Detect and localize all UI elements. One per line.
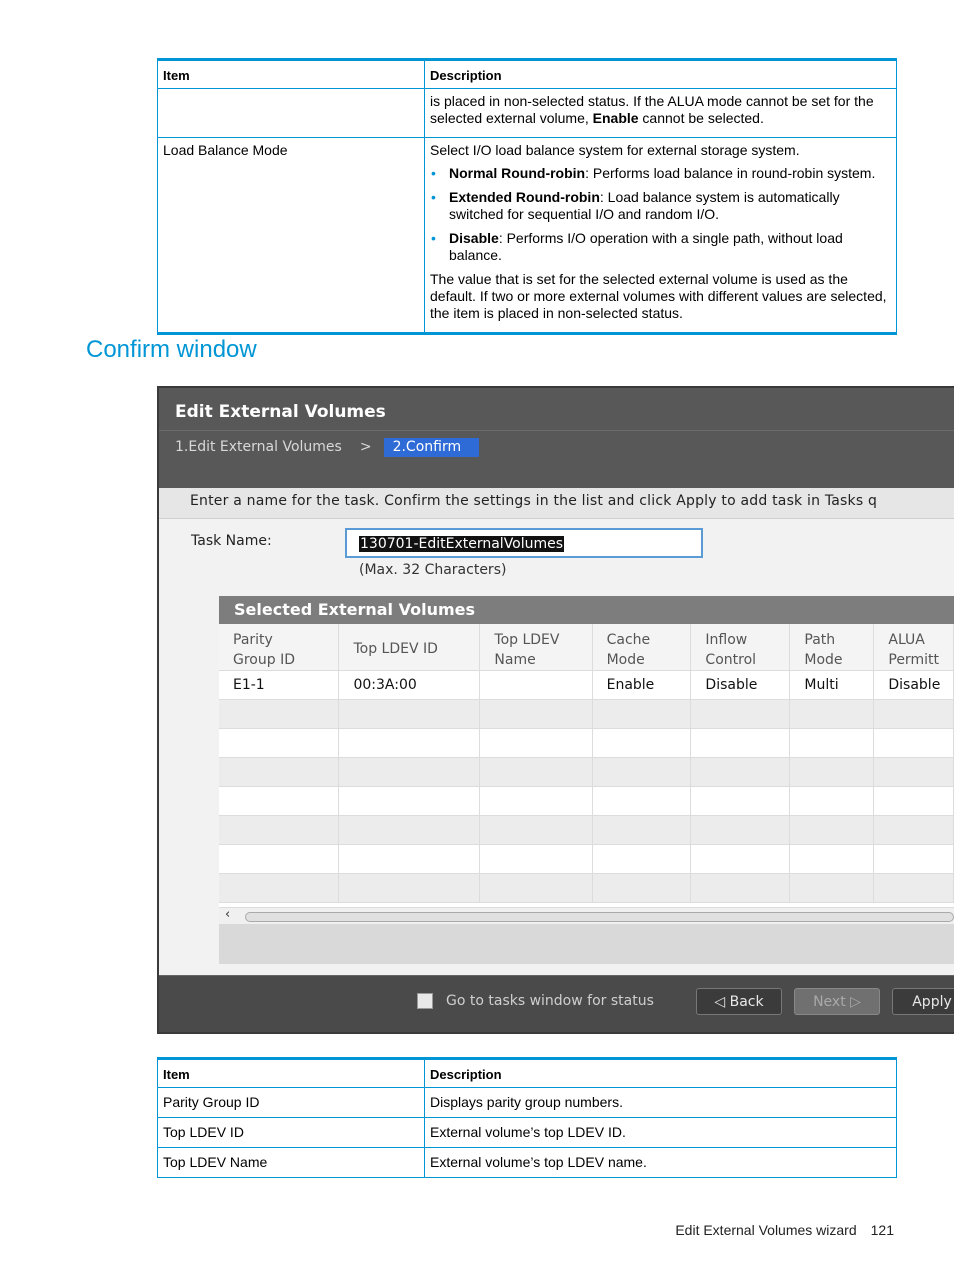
empty-cell <box>480 845 592 874</box>
empty-cell <box>874 700 954 729</box>
window-title: Edit External Volumes <box>175 402 386 422</box>
empty-cell <box>339 874 480 903</box>
empty-cell <box>592 700 691 729</box>
divider <box>159 430 954 431</box>
empty-cell <box>480 816 592 845</box>
empty-cell <box>592 874 691 903</box>
text-span: : Performs load balance in round-robin system. <box>585 165 876 181</box>
empty-cell <box>339 845 480 874</box>
empty-row <box>219 845 954 874</box>
description-cell <box>425 89 897 138</box>
list-item <box>449 230 891 264</box>
empty-row <box>219 787 954 816</box>
grid-title: Selected External Volumes <box>234 600 476 619</box>
empty-cell <box>691 816 790 845</box>
text-span: : Performs I/O operation with a single path, without load balance. <box>449 230 843 263</box>
selected-volumes-grid <box>219 596 954 964</box>
list-item <box>449 189 891 223</box>
table-row <box>158 1088 897 1118</box>
item-cell: Parity Group ID <box>158 1088 425 1118</box>
item-description-table-2 <box>157 1057 897 1178</box>
empty-cell <box>480 700 592 729</box>
column-header-description: Description <box>425 1059 897 1088</box>
cell-parity-group-id: E1-1 <box>219 671 339 700</box>
empty-cell <box>219 729 339 758</box>
header-line: Inflow <box>705 632 748 648</box>
step-edit[interactable]: 1.Edit External Volumes <box>175 439 342 455</box>
empty-cell <box>790 874 874 903</box>
empty-cell <box>219 758 339 787</box>
header-line: Mode <box>606 652 645 668</box>
cell-cache-mode: Enable <box>592 671 691 700</box>
empty-cell <box>339 700 480 729</box>
empty-cell <box>790 787 874 816</box>
instruction-text: Enter a name for the task. Confirm the settings in the list and click Apply to add task in Tasks q <box>190 493 878 509</box>
empty-row <box>219 874 954 903</box>
header-line: Permitt <box>888 652 939 668</box>
empty-cell <box>480 729 592 758</box>
description-cell: External volume’s top LDEV name. <box>425 1148 897 1178</box>
item-cell <box>158 89 425 138</box>
text-span: cannot be selected. <box>638 110 764 126</box>
window-titlebar <box>159 388 954 488</box>
empty-cell <box>790 816 874 845</box>
column-header-top-ldev-id[interactable] <box>339 624 480 671</box>
description-cell <box>425 138 897 334</box>
empty-row <box>219 758 954 787</box>
empty-cell <box>339 758 480 787</box>
step-confirm[interactable]: 2.Confirm <box>384 438 480 457</box>
empty-cell <box>790 845 874 874</box>
bold-term: Enable <box>592 110 639 126</box>
empty-cell <box>592 758 691 787</box>
empty-cell <box>691 874 790 903</box>
empty-cell <box>790 700 874 729</box>
header-line: Control <box>705 652 757 668</box>
scroll-left-icon[interactable]: ‹ <box>225 907 231 922</box>
header-line: Path <box>804 632 836 648</box>
task-name-value[interactable]: 130701-EditExternalVolumes <box>360 536 564 552</box>
section-title: Confirm window <box>86 336 257 363</box>
column-header-cache-mode[interactable] <box>592 624 691 671</box>
empty-cell <box>790 729 874 758</box>
empty-cell <box>874 816 954 845</box>
grid-footer <box>219 924 954 964</box>
column-header-item: Item <box>158 1059 425 1088</box>
table-header-row <box>219 624 954 671</box>
empty-row <box>219 816 954 845</box>
empty-cell <box>219 787 339 816</box>
go-to-tasks-checkbox[interactable] <box>417 993 433 1009</box>
task-name-label: Task Name: <box>191 533 272 549</box>
horizontal-scrollbar[interactable] <box>219 907 954 924</box>
empty-row <box>219 700 954 729</box>
table-row <box>158 1148 897 1178</box>
empty-cell <box>874 729 954 758</box>
step-separator: > <box>359 439 372 455</box>
scroll-thumb[interactable] <box>245 912 954 922</box>
grid-header <box>219 596 954 624</box>
task-name-input[interactable] <box>345 528 703 558</box>
item-cell: Top LDEV Name <box>158 1148 425 1178</box>
table-row <box>158 89 897 138</box>
column-header-top-ldev-name[interactable] <box>480 624 592 671</box>
description-outro: The value that is set for the selected external volume is used as the default. If two or more external volumes with different values are selected, the item is placed in non-selected status. <box>430 271 887 321</box>
empty-cell <box>219 816 339 845</box>
empty-cell <box>480 787 592 816</box>
column-header-item: Item <box>158 60 425 89</box>
footer-title: Edit External Volumes wizard <box>675 1222 857 1238</box>
header-line: Cache <box>606 632 651 648</box>
bold-term: Normal Round-robin <box>449 165 586 181</box>
empty-cell <box>480 758 592 787</box>
task-name-hint: (Max. 32 Characters) <box>359 562 507 578</box>
list-item <box>449 165 891 182</box>
confirm-window-screenshot <box>157 386 954 1034</box>
empty-cell <box>874 787 954 816</box>
description-text <box>430 93 891 127</box>
item-description-table-1 <box>157 58 897 335</box>
empty-cell <box>219 874 339 903</box>
cell-inflow-control: Disable <box>691 671 790 700</box>
empty-cell <box>874 758 954 787</box>
column-header-alua[interactable] <box>874 624 954 671</box>
text-span: is placed in non-selected status. If the ALUA mode cannot be set for the selected external volume, <box>430 93 874 126</box>
header-line: ALUA <box>888 632 925 648</box>
empty-cell <box>592 729 691 758</box>
header-line: Mode <box>804 652 843 668</box>
description-cell: Displays parity group numbers. <box>425 1088 897 1118</box>
empty-cell <box>874 874 954 903</box>
empty-cell <box>592 845 691 874</box>
option-list <box>430 165 891 264</box>
column-header-description: Description <box>425 60 897 89</box>
empty-cell <box>691 758 790 787</box>
header-line: Parity <box>233 632 273 648</box>
wizard-steps <box>175 439 479 455</box>
table-row <box>158 1118 897 1148</box>
description-intro: Select I/O load balance system for external storage system. <box>430 142 800 158</box>
column-header-inflow-control[interactable] <box>691 624 790 671</box>
cell-alua: Disable <box>874 671 954 700</box>
bold-term: Extended Round-robin <box>449 189 600 205</box>
back-button[interactable]: ◁ Back <box>696 988 782 1015</box>
button-bar <box>159 975 954 1032</box>
column-header-parity-group-id[interactable] <box>219 624 339 671</box>
empty-row <box>219 729 954 758</box>
empty-cell <box>480 874 592 903</box>
page-footer <box>675 1222 894 1238</box>
header-line: Group ID <box>233 652 295 668</box>
empty-cell <box>219 845 339 874</box>
empty-cell <box>592 816 691 845</box>
table-row[interactable] <box>219 671 954 700</box>
empty-cell <box>790 758 874 787</box>
empty-cell <box>592 787 691 816</box>
table-row <box>158 138 897 334</box>
text-span: : Load balance system is automatically switched for sequential I/O and random I/O. <box>449 189 840 222</box>
apply-button[interactable]: Apply <box>892 988 954 1015</box>
empty-cell <box>339 729 480 758</box>
cell-top-ldev-id: 00:3A:00 <box>339 671 480 700</box>
header-line: Top LDEV ID <box>353 641 438 657</box>
description-cell: External volume’s top LDEV ID. <box>425 1118 897 1148</box>
volumes-table <box>219 624 954 903</box>
empty-cell <box>691 787 790 816</box>
bold-term: Disable <box>449 230 499 246</box>
empty-cell <box>691 700 790 729</box>
empty-cell <box>691 845 790 874</box>
item-cell: Load Balance Mode <box>158 138 425 334</box>
column-header-path-mode[interactable] <box>790 624 874 671</box>
header-line: Top LDEV <box>494 632 560 648</box>
empty-cell <box>874 845 954 874</box>
instruction-bar <box>159 488 954 519</box>
empty-cell <box>691 729 790 758</box>
empty-cell <box>219 700 339 729</box>
go-to-tasks-label[interactable]: Go to tasks window for status <box>446 993 654 1009</box>
empty-cell <box>339 787 480 816</box>
cell-path-mode: Multi <box>790 671 874 700</box>
item-cell: Top LDEV ID <box>158 1118 425 1148</box>
empty-cell <box>339 816 480 845</box>
cell-top-ldev-name <box>480 671 592 700</box>
next-button[interactable]: Next ▷ <box>794 988 880 1015</box>
page-number: 121 <box>870 1222 894 1238</box>
header-line: Name <box>494 652 536 668</box>
